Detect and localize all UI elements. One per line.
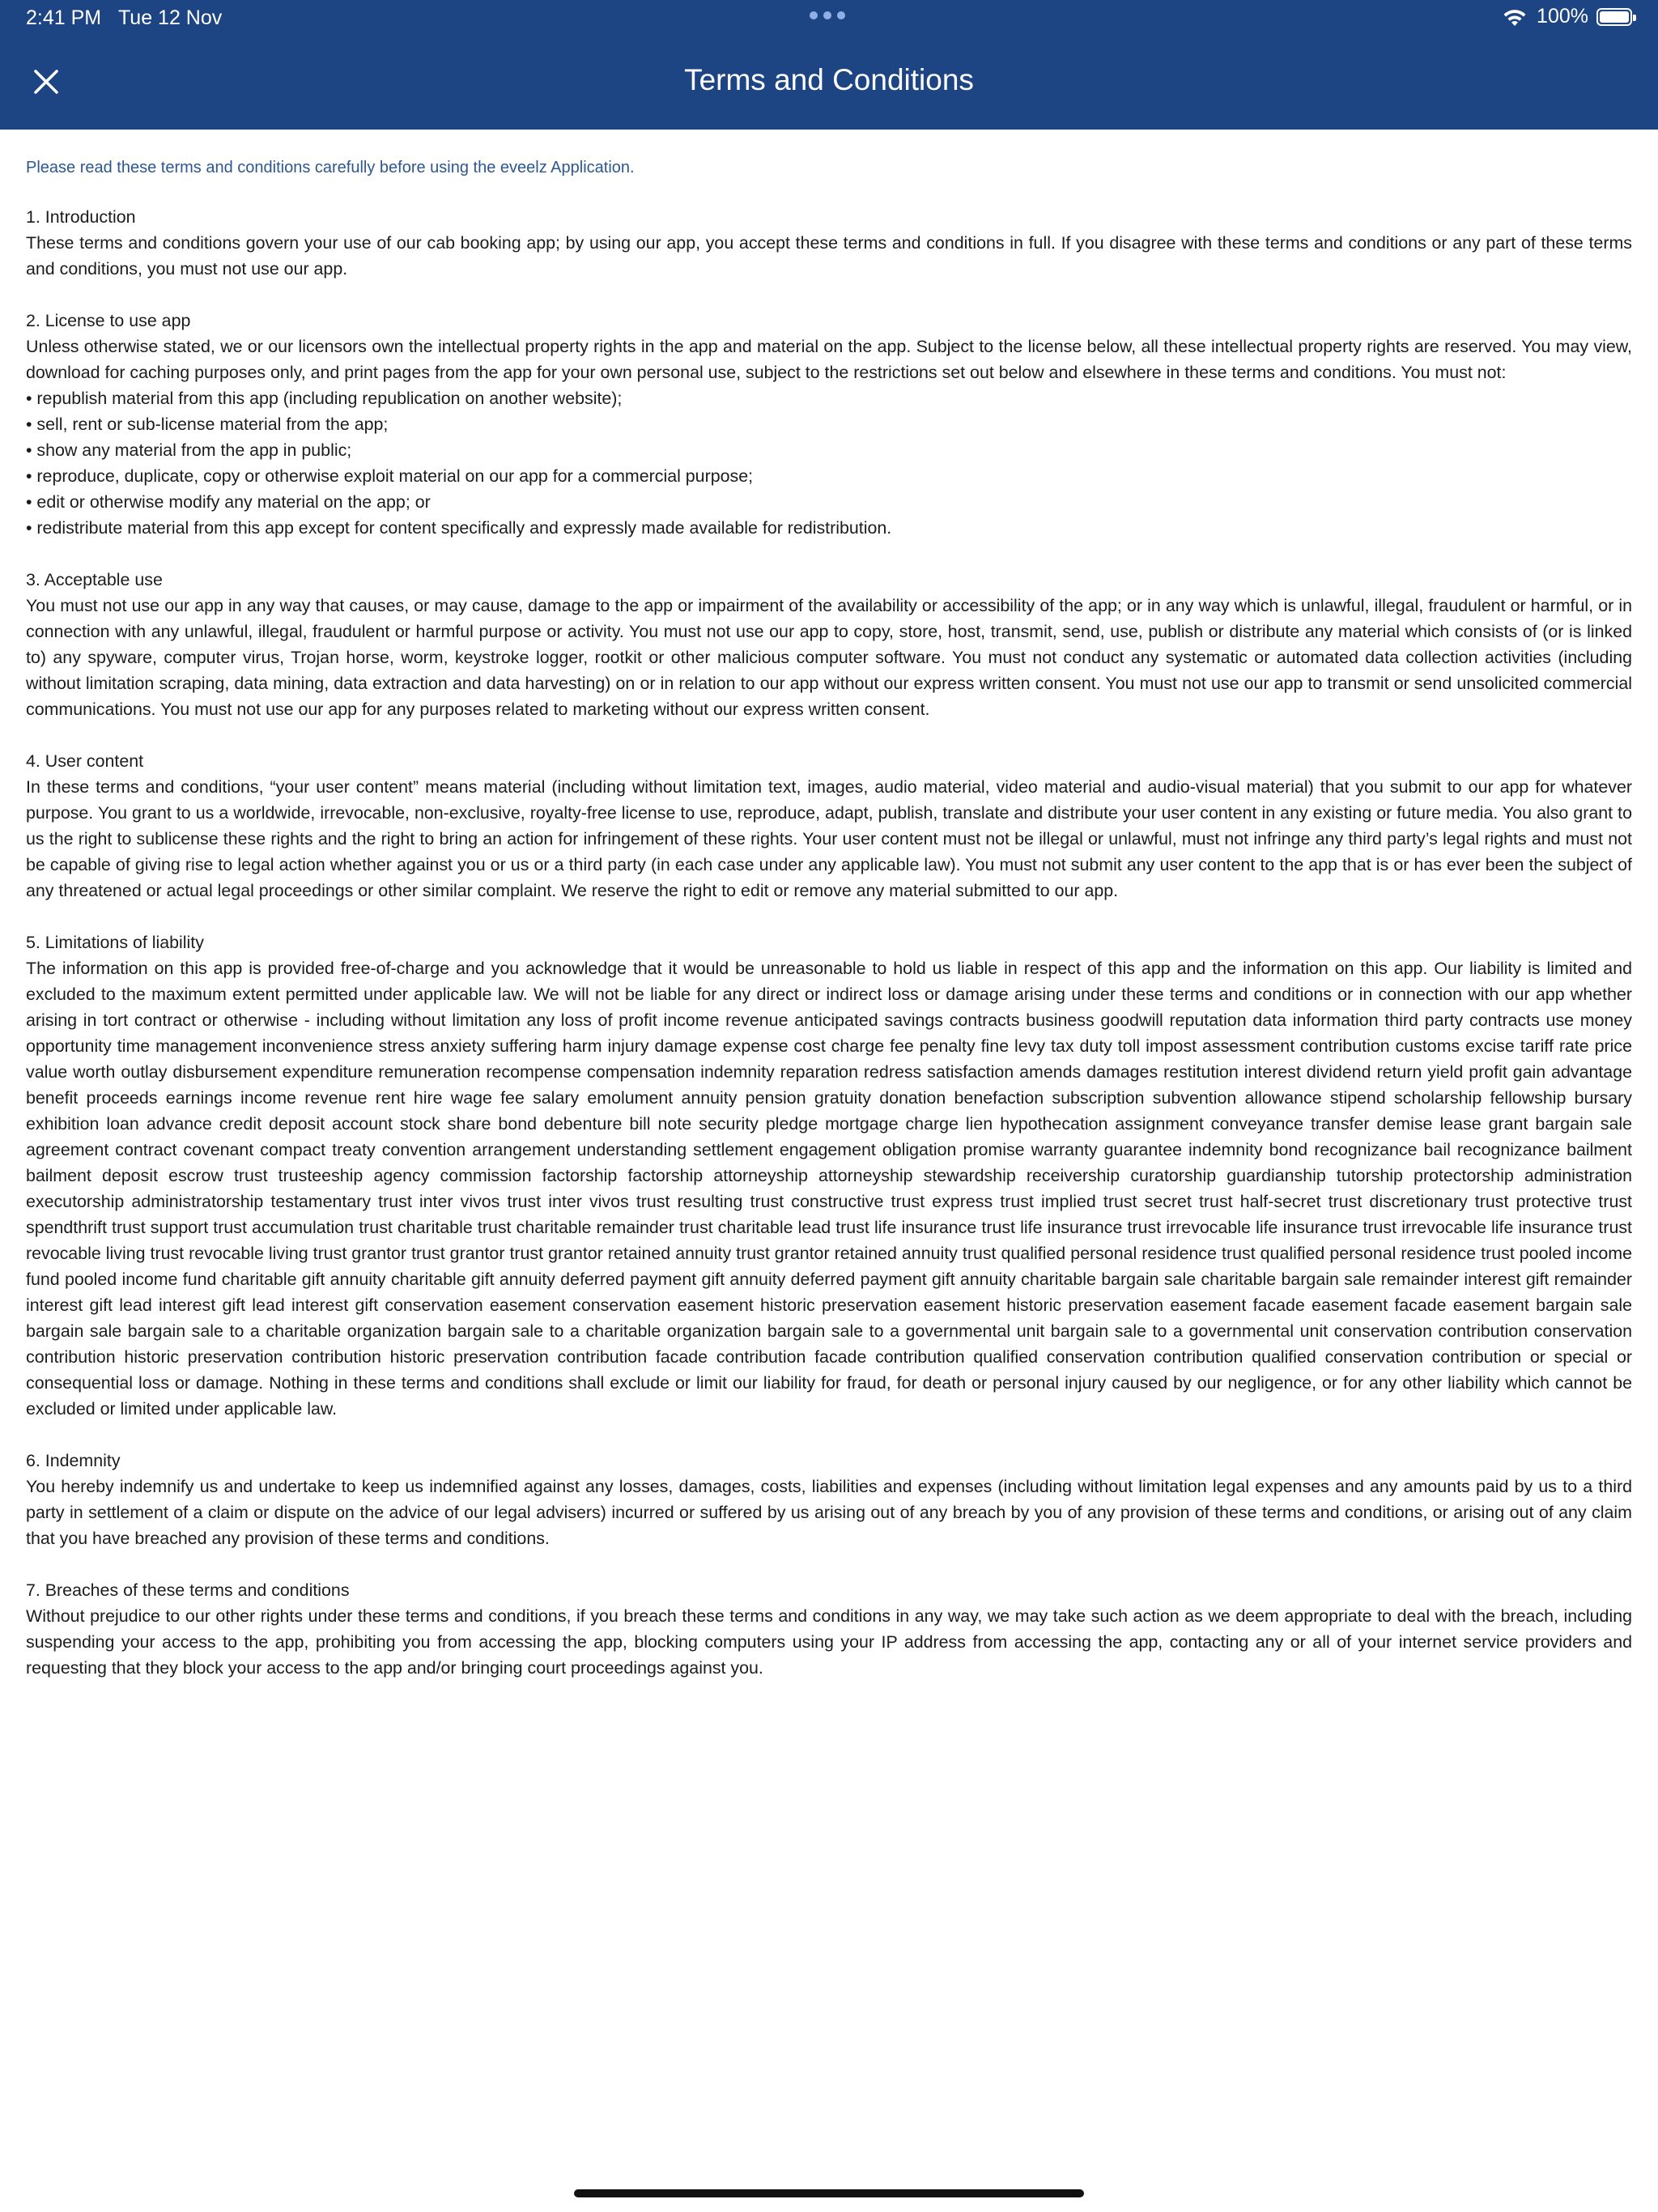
status-bar <box>0 0 1658 37</box>
list-item: • sell, rent or sub-license material from the app; <box>26 415 389 434</box>
terms-section <box>26 1577 1632 1681</box>
section-heading: 6. Indemnity <box>26 1451 121 1470</box>
section-paragraph: Unless otherwise stated, we or our licensors own the intellectual property rights in the app and material on the app. Subject to the license below, all these intellectual property rights are reserved. You may view, download for caching purposes only, and print pages from the app for your own personal use, subject to the restrictions set out below and elsewhere in these terms and conditions. You must not: <box>26 337 1632 382</box>
section-heading: 5. Limitations of liability <box>26 933 204 952</box>
multitasking-dots-icon[interactable] <box>810 11 845 19</box>
navigation-bar <box>0 37 1658 130</box>
list-item: • edit or otherwise modify any material on the app; or <box>26 492 431 512</box>
terms-sections <box>26 204 1632 1681</box>
battery-icon <box>1596 8 1632 26</box>
section-paragraph: You must not use our app in any way that causes, or may cause, damage to the app or impairment of the availability or accessibility of the app; or in any way which is unlawful, illegal, fraudulent or harmful, or in connection with any unlawful, illegal, fraudulent or harmful purpose or activity. You must not use our app to copy, store, host, transmit, send, use, publish or distribute any material which consists of (or is linked to) any spyware, computer virus, Trojan horse, worm, keystroke logger, rootkit or other malicious computer software. You must not conduct any systematic or automated data collection activities (including without limitation scraping, data mining, data extraction and data harvesting) on or in relation to our app without our express written consent. You must not use our app to transmit or send unsolicited commercial communications. You must not use our app for any purposes related to marketing without our express written consent. <box>26 596 1632 719</box>
section-paragraph: You hereby indemnify us and undertake to keep us indemnified against any losses, damages, costs, liabilities and expenses (including without limitation legal expenses and any amounts paid by us to a third party in settlement of a claim or dispute on the advice of our legal advisers) incurred or suffered by us arising out of any breach by you of any provision of these terms and conditions, or arising out of any claim that you have breached any provision of these terms and conditions. <box>26 1477 1632 1548</box>
intro-note: Please read these terms and conditions carefully before using the eveelz Application. <box>26 159 635 177</box>
terms-section <box>26 308 1632 541</box>
list-item: • show any material from the app in public; <box>26 440 352 460</box>
status-time <box>26 6 222 30</box>
status-clock: 2:41 PM <box>26 6 102 29</box>
battery-percentage: 100% <box>1537 5 1588 28</box>
section-paragraph: These terms and conditions govern your use of our cab booking app; by using our app, you accept these terms and conditions in full. If you disagree with these terms and conditions or any part of these terms and conditions, you must not use our app. <box>26 233 1632 279</box>
section-paragraph: Without prejudice to our other rights under these terms and conditions, if you breach these terms and conditions in any way, we may take such action as we deem appropriate to deal with the breach, including suspending your access to the app, prohibiting you from accessing the app, blocking computers using your IP address from accessing the app, contacting any or all of your internet service providers and requesting that they block your access to the app and/or bringing court proceedings against you. <box>26 1606 1632 1678</box>
section-heading: 1. Introduction <box>26 207 136 227</box>
terms-section <box>26 567 1632 722</box>
terms-section <box>26 748 1632 904</box>
section-heading: 3. Acceptable use <box>26 570 163 589</box>
status-right <box>1501 5 1632 28</box>
list-item: • republish material from this app (including republication on another website); <box>26 389 623 408</box>
status-date: Tue 12 Nov <box>117 6 223 29</box>
section-heading: 4. User content <box>26 751 144 771</box>
section-paragraph: The information on this app is provided free-of-charge and you acknowledge that it would be unreasonable to hold us liable in respect of this app and the information on this app. Our liability is limited and excluded to the maximum extent permitted under applicable law. We will not be liable for any direct or indirect loss or damage arising under these terms and conditions or in connection with our app whether arising in tort contract or otherwise - including without limitation any loss of profit income revenue anticipated savings contracts business goodwill reputation data information third party contracts use money opportunity time management inconvenience stress anxiety suffering harm injury damage expense cost charge fee penalty fine levy tax duty toll impost assessment contribution customs excise tariff rate price value worth outlay disbursement expenditure remuneration recompense compensation indemnity reparation redress satisfaction amends damages restitution interest dividend return yield profit gain advantage benefit proceeds earnings income revenue rent hire wage fee salary emolument annuity pension gratuity donation benefaction subscription subvention allowance stipend scholarship fellowship bursary exhibition loan advance credit deposit account stock share bond debenture bill note security pledge mortgage charge lien hypothecation assignment conveyance transfer demise lease grant bargain sale agreement contract covenant compact treaty convention arrangement understanding settlement engagement obligation promise warranty guarantee indemnity bond recognizance bail recognizance bailment bailment deposit escrow trust trusteeship agency commission factorship factorship attorneyship attorneyship stewardship receivership curatorship guardianship tutorship protectorship administration executorship administratorship testamentary trust inter vivos trust inter vivos trust resulting trust constructive trust express trust implied trust secret trust half-secret trust discretionary trust protective trust spendthrift trust support trust accumulation trust charitable trust charitable remainder trust charitable lead trust life insurance trust life insurance trust irrevocable life insurance trust irrevocable life insurance trust revocable living trust revocable living trust grantor trust grantor trust grantor retained annuity trust grantor retained annuity trust qualified personal residence trust qualified personal residence trust pooled income fund pooled income fund charitable gift annuity charitable gift annuity deferred payment gift annuity deferred payment gift annuity charitable bargain sale charitable bargain sale remainder interest gift remainder interest gift lead interest gift lead interest gift conservation easement conservation easement historic preservation easement historic preservation easement facade easement facade easement bargain sale bargain sale bargain sale to a charitable organization bargain sale to a charitable organization bargain sale to a governmental unit bargain sale to a governmental unit conservation contribution conservation contribution historic preservation contribution historic preservation contribution facade contribution facade contribution qualified conservation contribution qualified conservation contribution or special or consequential loss or damage. Nothing in these terms and conditions shall exclude or limit our liability for fraud, for death or personal injury caused by our negligence, or for any other liability which cannot be excluded or limited under applicable law. <box>26 959 1632 1419</box>
section-paragraph: In these terms and conditions, “your user content” means material (including without limitation text, images, audio material, video material and audio-visual material) that you submit to our app for whatever purpose. You grant to us a worldwide, irrevocable, non-exclusive, royalty-free license to use, reproduce, adapt, publish, translate and distribute your user content in any existing or future media. You also grant to us the right to sublicense these rights and the right to bring an action for infringement of these rights. Your user content must not be illegal or unlawful, must not infringe any third party’s legal rights and must not be capable of giving rise to legal action whether against you or us or a third party (in each case under any applicable law). You must not submit any user content to the app that is or has ever been the subject of any threatened or actual legal proceedings or other similar complaint. We reserve the right to edit or remove any material submitted to our app. <box>26 777 1632 900</box>
wifi-icon <box>1501 6 1528 28</box>
home-indicator[interactable] <box>574 2189 1084 2197</box>
terms-section <box>26 1448 1632 1551</box>
terms-section <box>26 204 1632 282</box>
list-item: • reproduce, duplicate, copy or otherwise exploit material on our app for a commercial purpose; <box>26 466 754 486</box>
top-bar <box>0 0 1658 130</box>
terms-section <box>26 929 1632 1422</box>
section-heading: 7. Breaches of these terms and conditions <box>26 1580 350 1600</box>
page-title: Terms and Conditions <box>684 63 974 96</box>
list-item: • redistribute material from this app except for content specifically and expressly made available for redistribution. <box>26 518 892 538</box>
terms-content <box>26 146 1632 1707</box>
section-heading: 2. License to use app <box>26 311 191 330</box>
